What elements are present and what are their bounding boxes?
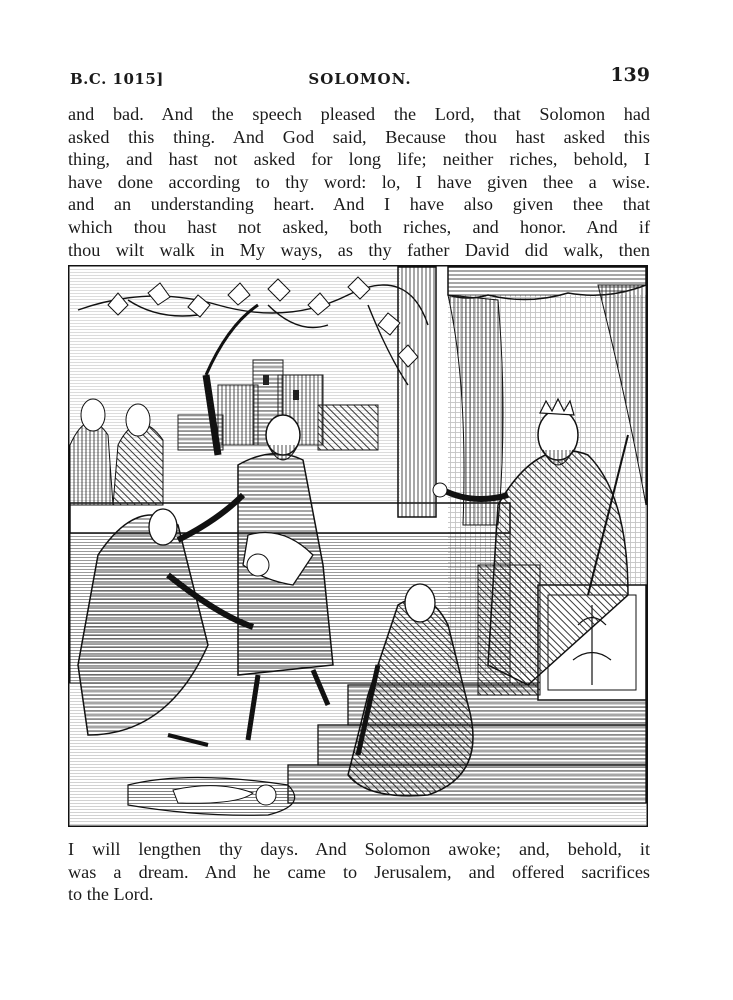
text-line: which thou hast not asked, both riches, and honor. And if — [68, 216, 650, 237]
text-line: was a dream. And he came to Jerusalem, and offered sacrifices — [68, 861, 650, 882]
text-line: to the Lord. — [68, 884, 154, 905]
text-line: asked this thing. And God said, Because thou hast asked this — [68, 126, 650, 147]
body-text-bottom — [68, 838, 650, 906]
body-text-top — [68, 103, 650, 261]
running-header — [70, 64, 650, 88]
engraving-illustration — [68, 265, 648, 827]
header-date: B.C. 1015] — [70, 70, 164, 88]
text-line: and bad. And the speech pleased the Lord, that Solomon had — [68, 104, 650, 124]
text-line: and an understanding heart. And I have also given thee that — [68, 194, 650, 215]
text-line: thing, and hast not asked for long life; neither riches, behold, I — [68, 149, 650, 170]
page-number: 139 — [610, 64, 650, 86]
header-title: SOLOMON. — [308, 70, 412, 88]
text-line: thou wilt walk in My ways, as thy father David did walk, then — [68, 239, 650, 260]
text-line: have done according to thy word: lo, I have given thee a wise. — [68, 171, 650, 192]
text-line: I will lengthen thy days. And Solomon awoke; and, behold, it — [68, 839, 650, 859]
